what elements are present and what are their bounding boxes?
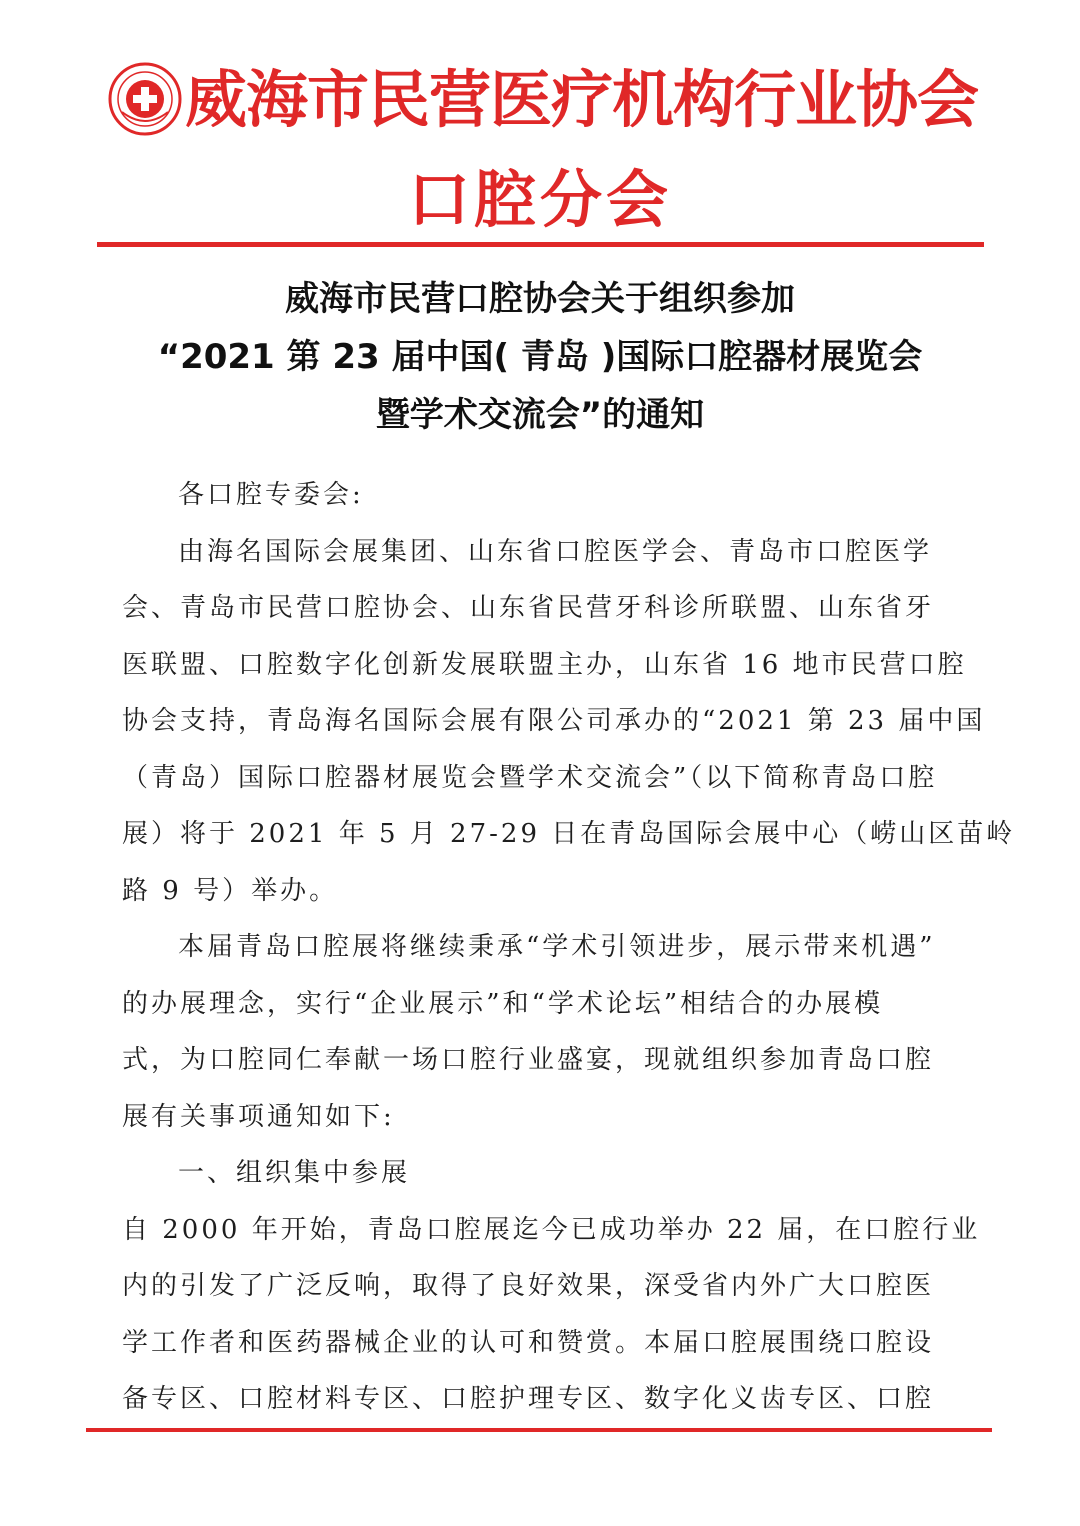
body-line: 路 9 号）举办。 (122, 875, 339, 906)
header-divider (97, 242, 984, 247)
body-line: 协会支持，青岛海名国际会展有限公司承办的“2021 第 23 届中国 (122, 706, 986, 736)
body-line: 本届青岛口腔展将继续秉承“学术引领进步，展示带来机遇” (178, 932, 936, 962)
notice-title-line: 暨学术交流会”的通知 (375, 395, 705, 435)
footer-divider (86, 1428, 992, 1432)
body-line: 式，为口腔同仁奉献一场口腔行业盛宴，现就组织参加青岛口腔 (122, 1045, 935, 1075)
body-line: （青岛）国际口腔器材展览会暨学术交流会”（以下简称青岛口腔 (122, 762, 938, 793)
red-cross-seal-icon (108, 62, 182, 136)
body-line: 一、组织集中参展 (178, 1158, 411, 1188)
notice-title-line: 威海市民营口腔协会关于组织参加 (285, 279, 795, 319)
body-line: 的办展理念，实行“企业展示”和“学术论坛”相结合的办展模 (122, 988, 884, 1019)
body-line: 展）将于 2021 年 5 月 27-29 日在青岛国际会展中心（崂山区苗岭 (122, 819, 1016, 849)
body-line: 各口腔专委会: (178, 480, 364, 510)
body-line: 会、青岛市民营口腔协会、山东省民营牙科诊所联盟、山东省牙 (122, 593, 935, 623)
notice-title-line: “2021 第 23 届中国( 青岛 )国际口腔器材展览会 (157, 337, 923, 377)
body-line: 学工作者和医药器械企业的认可和赞赏。本届口腔展围绕口腔设 (122, 1327, 935, 1358)
body-line: 展有关事项通知如下: (122, 1101, 395, 1132)
body-line: 医联盟、口腔数字化创新发展联盟主办，山东省 16 地市民营口腔 (122, 649, 967, 680)
body-line: 内的引发了广泛反响，取得了良好效果，深受省内外广大口腔医 (122, 1271, 935, 1301)
branch-name: 口腔分会 (407, 163, 672, 236)
body-line: 由海名国际会展集团、山东省口腔医学会、青岛市口腔医学 (178, 536, 933, 567)
body-line: 备专区、口腔材料专区、口腔护理专区、数字化义齿专区、口腔 (122, 1384, 935, 1414)
notice-title (60, 270, 1020, 444)
body-line: 自 2000 年开始，青岛口腔展迄今已成功举办 22 届，在口腔行业 (122, 1214, 981, 1245)
notice-body (122, 467, 1016, 1428)
organization-name: 威海市民营医疗机构行业协会 (185, 63, 979, 136)
